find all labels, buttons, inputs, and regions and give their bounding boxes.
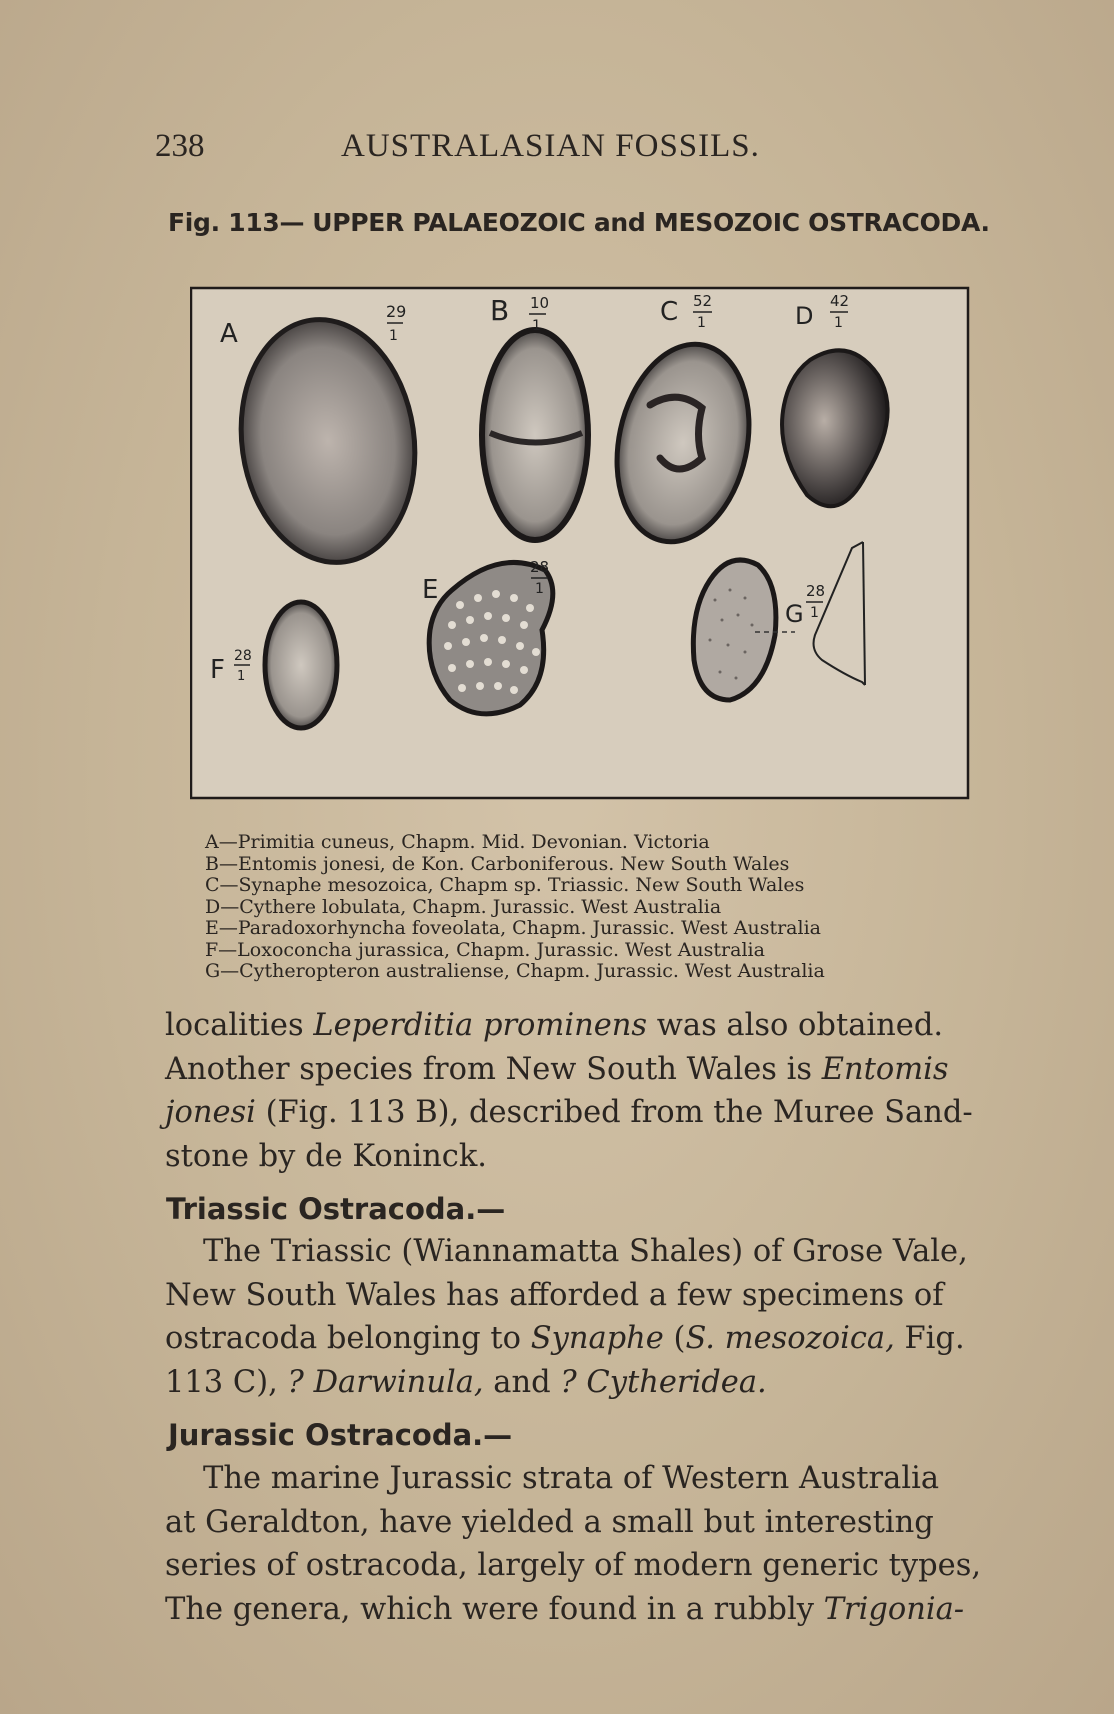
figure-caption	[205, 832, 1005, 983]
mag-e: 28	[530, 558, 550, 576]
page-header	[155, 128, 955, 168]
caption-line: B—Entomis jonesi, de Kon. Carboniferous. New South Wales	[205, 852, 790, 875]
specimen-f	[265, 602, 337, 728]
svg-text:1: 1	[810, 605, 819, 621]
paragraph-leperditia: localities Leperditia prominens was also obtained. Another species from New South Wales is Entomis jonesi (Fig. 113 B), described from the Muree Sand- stone by de Koninck.	[165, 1008, 973, 1174]
mag-g: 28	[806, 582, 826, 600]
mag-d: 42	[830, 292, 850, 310]
running-title: AUSTRALASIAN FOSSILS.	[341, 128, 760, 164]
svg-text:1: 1	[237, 669, 246, 684]
paragraph-jurassic: The marine Jurassic strata of Western Australia at Geraldton, have yielded a small but interesting series of ostracoda, largely of modern generic types, The genera, which were found in a rubbly Trigonia-	[165, 1461, 982, 1627]
caption-line: E—Paradoxorhyncha foveolata, Chapm. Jurassic. West Australia	[205, 917, 821, 939]
figure-label: Fig. 113—	[168, 208, 305, 237]
caption-line: F—Loxoconcha jurassica, Chapm. Jurassic. West Australia	[205, 938, 765, 961]
svg-text:1: 1	[389, 328, 398, 344]
paragraph-triassic: The Triassic (Wiannamatta Shales) of Grose Vale, New South Wales has afforded a few specimens of ostracoda belonging to Synaphe (S. mesozoica, Fig. 113 C), ? Darwinula, and ? Cytheridea.	[165, 1234, 968, 1400]
heading-triassic-ostracoda: Triassic Ostracoda.—	[166, 1192, 506, 1226]
caption-line: G—Cytheropteron australiense, Chapm. Jurassic. West Australia	[205, 960, 825, 982]
caption-line: A—Primitia cuneus, Chapm. Mid. Devonian. Victoria	[205, 831, 710, 853]
caption-line: D—Cythere lobulata, Chapm. Jurassic. West Australia	[205, 895, 722, 918]
caption-line: C—Synaphe mesozoica, Chapm sp. Triassic. New South Wales	[205, 874, 805, 896]
page-number: 238	[155, 128, 205, 164]
figure-plate	[190, 280, 970, 800]
svg-text:1: 1	[834, 315, 843, 331]
label-b: B	[490, 294, 510, 327]
svg-text:1: 1	[535, 581, 544, 597]
svg-text:1: 1	[697, 315, 706, 331]
figure-title	[168, 208, 990, 237]
heading-jurassic-ostracoda: Jurassic Ostracoda.—	[168, 1418, 513, 1452]
svg-text:1: 1	[532, 318, 541, 334]
label-f: F	[210, 655, 225, 685]
ostracoda-illustration	[190, 280, 970, 800]
label-g: G	[785, 600, 804, 628]
label-a: A	[220, 319, 238, 349]
mag-b: 10	[530, 294, 550, 312]
mag-f: 28	[234, 648, 252, 664]
figure-title-text: UPPER PALAEOZOIC and MESOZOIC OSTRACODA.	[312, 208, 990, 237]
label-c: C	[660, 297, 679, 327]
label-d: D	[795, 302, 814, 330]
mag-a: 29	[386, 302, 407, 321]
label-e: E	[422, 575, 439, 605]
mag-c: 52	[693, 292, 713, 310]
